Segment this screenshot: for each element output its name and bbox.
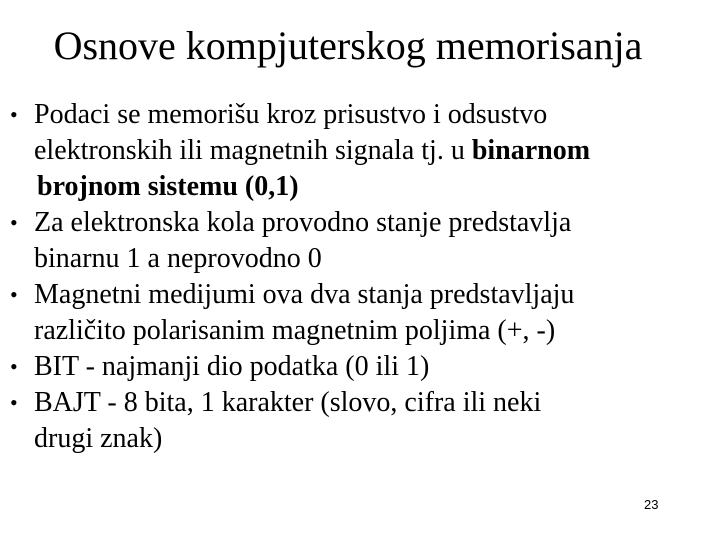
bullet-item-electronic-circuits [0,205,720,277]
bullet-item-bit [0,349,720,385]
bullet-item-magnetic-media [0,277,720,349]
bullet-line: binarnu 1 a neprovodno 0 [34,243,322,274]
bullet-item-binary-storage [0,97,720,205]
bullet-emphasis: brojnom sistemu (0,1) [37,171,299,202]
bullet-line: BAJT - 8 bita, 1 karakter (slovo, cifra ili neki [34,387,542,418]
bullet-icon: • [10,210,18,235]
bullet-line [34,133,720,169]
bullet-line: Podaci se memorišu kroz prisustvo i odsustvo [34,99,548,130]
bullet-line: različito polarisanim magnetnim poljima (+, -) [34,315,556,346]
bullet-item-byte [0,385,720,457]
bullet-line: Magnetni medijumi ova dva stanja predstavljaju [34,279,575,310]
bullet-icon: • [10,354,18,379]
bullet-line: Za elektronska kola provodno stanje predstavlja [34,207,572,238]
slide-title: Osnove kompjuterskog memorisanja [53,23,643,68]
bullet-line: drugi znak) [34,423,163,454]
bullet-line [34,169,720,205]
bullet-emphasis: binarnom [471,135,591,166]
bullet-icon: • [10,282,18,307]
bullet-icon: • [10,102,18,127]
page-number: 23 [644,497,659,512]
bullet-line: BIT - najmanji dio podatka (0 ili 1) [34,351,430,382]
bullet-list [0,97,720,457]
bullet-text: elektronskih ili magnetnih signala tj. u [34,135,472,166]
bullet-icon: • [10,390,18,415]
